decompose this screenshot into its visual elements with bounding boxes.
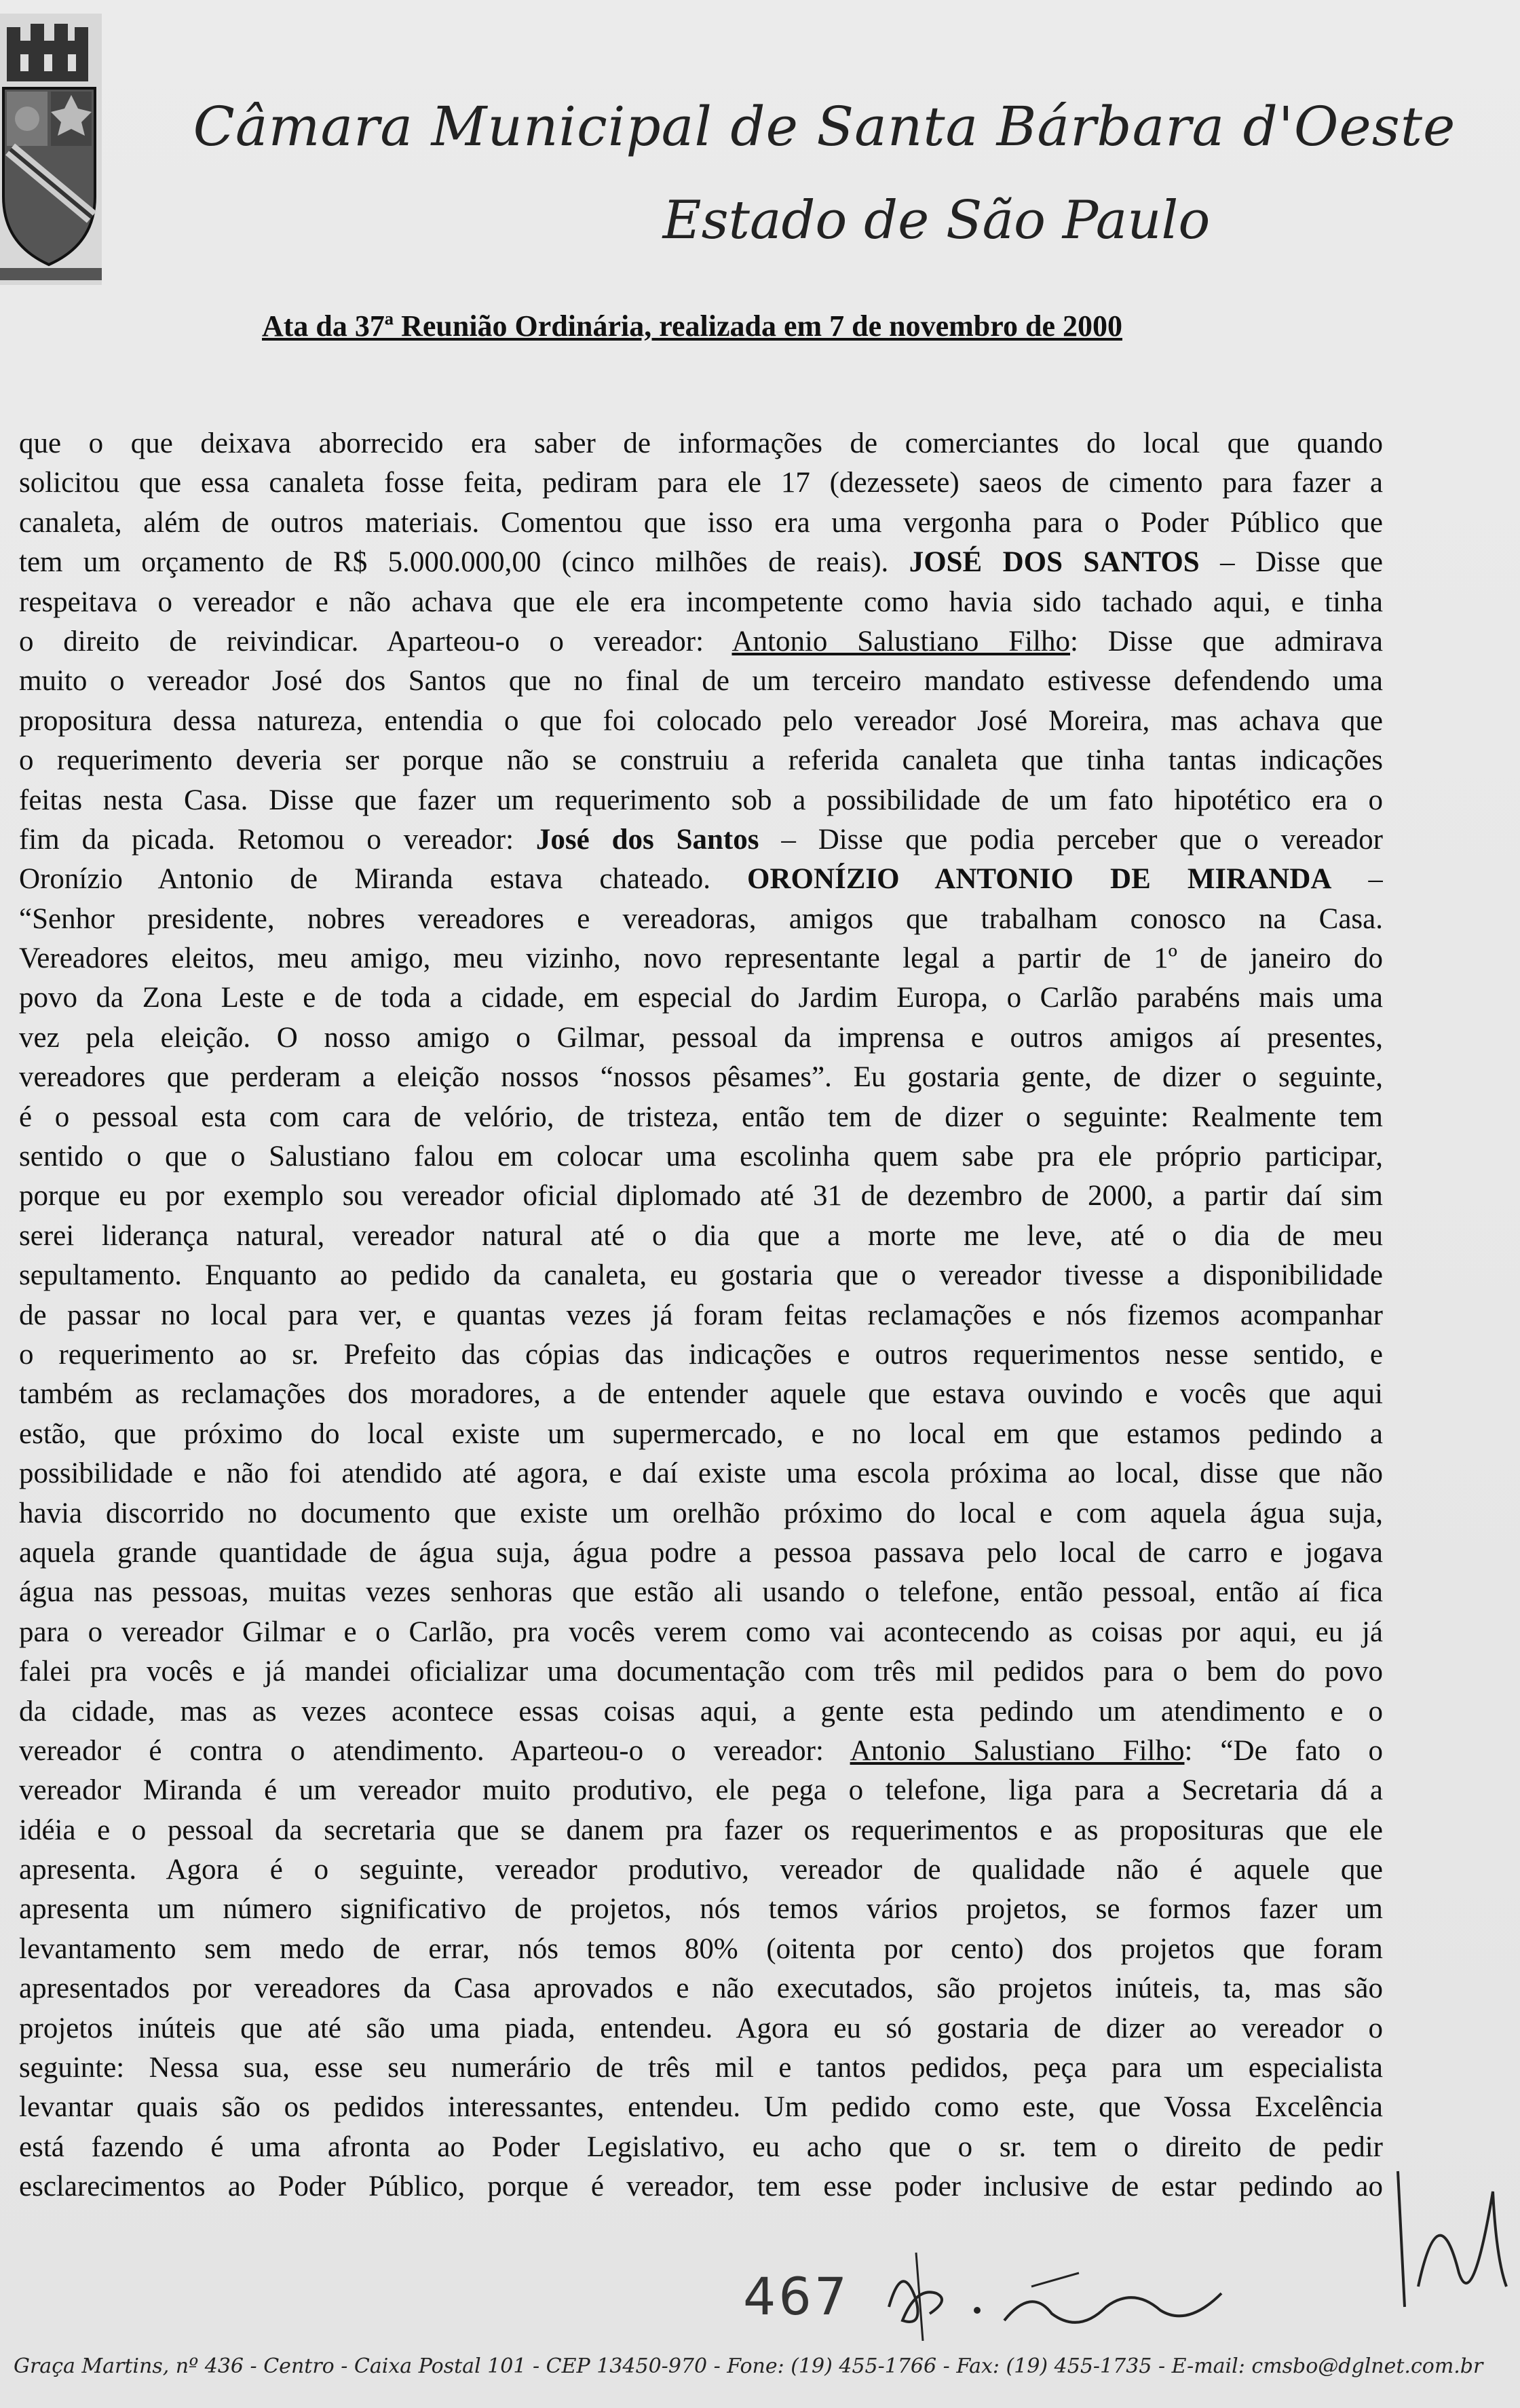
text-line [19, 1335, 1383, 1375]
text-segment: falei pra vocês e já mandei oficializar uma documentação com três mil pedidos para o bem do povo [19, 1656, 1383, 1688]
footer-address [0, 2354, 1520, 2395]
text-segment: tem um orçamento de R$ 5.000.000,00 (cinco milhões de reais). [19, 546, 909, 579]
text-line [19, 1296, 1383, 1335]
text-line [19, 702, 1383, 741]
minutes-body [19, 424, 1383, 2207]
text-segment: para o vereador Gilmar e o Carlão, pra vocês verem como vai acontecendo as coisas por aqui, eu já [19, 1616, 1383, 1648]
text-line [19, 1177, 1383, 1216]
speaker-name: José dos Santos [535, 823, 759, 856]
text-line [19, 1256, 1383, 1295]
text-line [19, 1494, 1383, 1533]
coat-of-arms-logo [0, 14, 102, 285]
text-segment: propositura dessa natureza, entendia o que foi colocado pelo vereador José Moreira, mas achava que [19, 704, 1383, 737]
text-segment: sepultamento. Enquanto ao pedido da canaleta, eu gostaria que o vereador tivesse a disponibilidade [19, 1259, 1383, 1292]
text-segment: vereador Miranda é um vereador muito produtivo, ele pega o telefone, liga para a Secretaria dá a [19, 1774, 1383, 1807]
text-line [19, 622, 1383, 662]
text-segment: apresenta um número significativo de projetos, nós temos vários projetos, se formos fazer um [19, 1893, 1383, 1926]
text-line [19, 939, 1383, 978]
text-line [19, 860, 1383, 899]
text-segment: da cidade, mas as vezes acontece essas coisas aqui, a gente esta pedindo um atendimento e o [19, 1695, 1383, 1727]
text-segment: : Disse que admirava [1070, 625, 1383, 657]
text-segment: feitas nesta Casa. Disse que fazer um requerimento sob a possibilidade de um fato hipotético era o [19, 784, 1383, 816]
text-segment: que o que deixava aborrecido era saber de informações de comerciantes do local que quando [19, 427, 1383, 459]
text-segment: Oronízio Antonio de Miranda estava chateado. [19, 863, 748, 896]
text-segment: fim da picada. Retomou o vereador: [19, 823, 536, 856]
text-segment: apresentados por vereadores da Casa aprovados e não executados, são projetos inúteis, ta, mas são [19, 1972, 1383, 2005]
text-segment: é o pessoal esta com cara de velório, de tristeza, então tem de dizer o seguinte: Realmente tem [19, 1101, 1383, 1133]
text-segment: o requerimento deveria ser porque não se construiu a referida canaleta que tinha tantas indicações [19, 744, 1383, 777]
text-segment: serei liderança natural, vereador natural até o dia que a morte me leve, até o dia de meu [19, 1219, 1383, 1252]
text-line [19, 2167, 1383, 2206]
text-segment: levantamento sem medo de errar, nós temos 80% (oitenta por cento) dos projetos que foram [19, 1932, 1383, 1965]
text-segment: estão, que próximo do local existe um supermercado, e no local em que estamos pedindo a [19, 1417, 1383, 1450]
text-line [19, 503, 1383, 543]
footer-text: Graça Martins, nº 436 - Centro - Caixa Postal 101 - CEP 13450-970 - Fone: (19) 455-1766 - Fax: (19) 455-1735 - E-mail: cmsbo@dglnet.com.br [14, 2354, 1483, 2378]
text-line [19, 1573, 1383, 1612]
text-line [19, 1217, 1383, 1256]
text-segment: Vereadores eleitos, meu amigo, meu vizinho, novo representante legal a partir de 1º de janeiro do [19, 942, 1383, 975]
text-segment: solicitou que essa canaleta fosse feita, pediram para ele 17 (dezessete) saeos de cimento para fazer a [19, 467, 1383, 499]
text-line [19, 1930, 1383, 1969]
underlined-name: Antonio Salustiano Filho [850, 1734, 1185, 1767]
text-line [19, 2009, 1383, 2048]
text-line [19, 543, 1383, 582]
text-line [19, 781, 1383, 820]
text-segment: o direito de reivindicar. Aparteou-o o vereador: [19, 625, 732, 657]
text-line [19, 583, 1383, 622]
minutes-title: Ata da 37ª Reunião Ordinária, realizada em 7 de novembro de 2000 [262, 309, 1122, 343]
text-segment: também as reclamações dos moradores, a de entender aquele que estava ouvindo e vocês que aqui [19, 1378, 1383, 1411]
text-line [19, 424, 1383, 463]
header-title-line2: Estado de São Paulo [662, 190, 1211, 251]
text-line [19, 1732, 1383, 1771]
text-line [19, 1613, 1383, 1652]
text-segment: respeitava o vereador e não achava que ele era incompetente como havia sido tachado aqui, e tinha [19, 586, 1383, 618]
text-segment: canaleta, além de outros materiais. Comentou que isso era uma vergonha para o Poder Público que [19, 506, 1383, 539]
text-segment: vereadores que perderam a eleição nossos “nossos pêsames”. Eu gostaria gente, de dizer o seguinte, [19, 1061, 1383, 1094]
text-segment: povo da Zona Leste e de toda a cidade, em especial do Jardim Europa, o Carlão parabéns mais uma [19, 982, 1383, 1014]
text-segment: vez pela eleição. O nosso amigo o Gilmar, pessoal da imprensa e outros amigos aí presentes, [19, 1021, 1383, 1054]
text-line [19, 1811, 1383, 1850]
text-line [19, 820, 1383, 860]
text-segment: está fazendo é uma afronta ao Poder Legislativo, eu acho que o sr. tem o direito de pedir [19, 2130, 1383, 2163]
text-segment: o requerimento ao sr. Prefeito das cópias das indicações e outros requerimentos nesse sentido, e [19, 1338, 1383, 1371]
text-line [19, 1969, 1383, 2008]
text-segment: : “De fato o [1184, 1734, 1383, 1767]
text-segment: seguinte: Nessa sua, esse seu numerário de três mil e tantos pedidos, peça para um especialista [19, 2052, 1383, 2084]
text-segment: vereador é contra o atendimento. Aparteou-o o vereador: [19, 1734, 850, 1767]
text-segment: água nas pessoas, muitas vezes senhoras que estão ali usando o telefone, então pessoal, então aí fica [19, 1576, 1383, 1609]
margin-signature [1378, 2151, 1513, 2327]
page-number: 467 [743, 2266, 850, 2327]
text-segment: “Senhor presidente, nobres vereadores e vereadoras, amigos que trabalham conosco na Casa. [19, 902, 1383, 935]
text-line [19, 1692, 1383, 1732]
text-line [19, 1850, 1383, 1890]
text-segment: muito o vereador José dos Santos que no final de um terceiro mandato estivesse defendendo uma [19, 665, 1383, 697]
header-title-line1: Câmara Municipal de Santa Bárbara d'Oeste [193, 95, 1456, 158]
text-segment: – [1331, 863, 1383, 896]
text-line [19, 741, 1383, 780]
text-line [19, 978, 1383, 1018]
text-line [19, 2048, 1383, 2088]
text-line [19, 2088, 1383, 2127]
speaker-name: JOSÉ DOS SANTOS [909, 546, 1200, 579]
text-line [19, 1454, 1383, 1493]
text-line [19, 1415, 1383, 1454]
text-line [19, 662, 1383, 701]
text-line [19, 1018, 1383, 1058]
text-line [19, 1890, 1383, 1929]
text-segment: – Disse que [1199, 546, 1383, 579]
text-segment: possibilidade e não foi atendido até agora, e daí existe uma escola próxima ao local, disse que não [19, 1457, 1383, 1490]
text-segment: havia discorrido no documento que existe um orelhão próximo do local e com aquela água suja, [19, 1497, 1383, 1529]
speaker-name: ORONÍZIO ANTONIO DE MIRANDA [747, 863, 1332, 896]
text-segment: esclarecimentos ao Poder Público, porque é vereador, tem esse poder inclusive de estar pedindo ao [19, 2171, 1383, 2203]
text-segment: aquela grande quantidade de água suja, água podre a pessoa passava pelo local de carro e jogava [19, 1536, 1383, 1569]
text-segment: projetos inúteis que até são uma piada, entendeu. Agora eu só gostaria de dizer ao vereador o [19, 2012, 1383, 2044]
underlined-name: Antonio Salustiano Filho [732, 625, 1071, 657]
text-segment: de passar no local para ver, e quantas vezes já foram feitas reclamações e nós fizemos acompanhar [19, 1299, 1383, 1331]
text-line [19, 2128, 1383, 2167]
text-segment: levantar quais são os pedidos interessantes, entendeu. Um pedido como este, que Vossa Excelência [19, 2091, 1383, 2124]
text-line [19, 1137, 1383, 1177]
text-line [19, 1771, 1383, 1810]
text-line [19, 463, 1383, 503]
text-line [19, 1375, 1383, 1414]
text-line [19, 1098, 1383, 1137]
text-line [19, 900, 1383, 939]
text-segment: apresenta. Agora é o seguinte, vereador produtivo, vereador de qualidade não é aquele que [19, 1854, 1383, 1886]
text-line [19, 1533, 1383, 1573]
text-line [19, 1652, 1383, 1692]
text-segment: – Disse que podia perceber que o vereador [759, 823, 1383, 856]
signature-initials [875, 2246, 1228, 2341]
text-line [19, 1058, 1383, 1097]
text-segment: sentido o que o Salustiano falou em colocar uma escolinha quem sabe pra ele próprio participar, [19, 1141, 1383, 1173]
text-segment: idéia e o pessoal da secretaria que se danem pra fazer os requerimentos e as proposituras que ele [19, 1814, 1383, 1846]
text-segment: porque eu por exemplo sou vereador oficial diplomado até 31 de dezembro de 2000, a partir daí sim [19, 1180, 1383, 1212]
